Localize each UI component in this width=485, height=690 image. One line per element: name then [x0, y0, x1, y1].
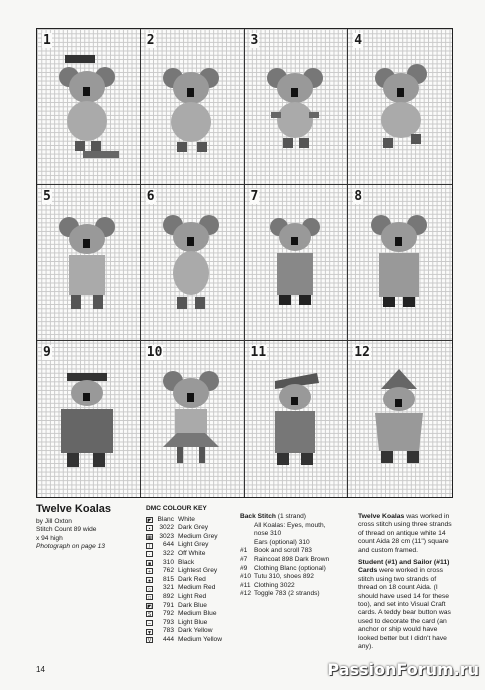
stitch-symbol: /	[146, 543, 153, 549]
colour-key-row	[146, 584, 246, 593]
koala-motif	[261, 367, 331, 477]
dmc-code: Blanc	[157, 515, 174, 523]
chart-cell	[245, 341, 349, 497]
backstitch-text: Tutu 310, shoes 892	[254, 573, 314, 581]
dmc-code: 792	[162, 610, 174, 618]
colour-name: Dark Yellow	[178, 627, 213, 635]
stitch-symbol: ▦	[147, 535, 152, 542]
backstitch-ref: #12	[240, 590, 252, 598]
backstitch-text: Toggle 783 (2 strands)	[254, 590, 320, 598]
chart-cell	[245, 29, 349, 185]
koala-motif	[365, 211, 435, 321]
cell-number: 3	[250, 33, 259, 48]
backstitch-row	[240, 590, 350, 599]
backstitch-row	[240, 573, 350, 582]
stitch-count: Stitch Count 89 wide	[36, 526, 97, 534]
koala-motif	[261, 60, 331, 160]
dmc-code: 310	[162, 558, 174, 566]
dmc-code: 791	[162, 601, 174, 609]
credit-block	[36, 505, 136, 552]
chart-cell	[37, 341, 141, 497]
dmc-code: 3023	[159, 532, 174, 540]
colour-name: White	[178, 515, 195, 523]
backstitch-ref: #9	[240, 564, 248, 572]
cell-number: 9	[43, 345, 51, 360]
dmc-code: 322	[162, 549, 174, 557]
pattern-info	[36, 505, 453, 655]
stitch-symbol: ◩	[147, 603, 152, 610]
koala-motif	[53, 211, 123, 321]
stitch-symbol: –	[146, 620, 153, 626]
backstitch-key	[240, 505, 350, 599]
backstitch-ref	[240, 522, 254, 531]
chart-cell	[141, 185, 245, 341]
cell-number: 12	[354, 345, 370, 360]
colour-key-row	[146, 636, 246, 645]
stitch-symbol: V	[147, 638, 152, 645]
dmc-code: 321	[162, 584, 174, 592]
backstitch-ref: #11	[240, 581, 251, 589]
backstitch-row	[240, 530, 350, 539]
colour-key-row	[146, 619, 246, 628]
colour-key-row	[146, 602, 246, 611]
stitch-count-2: x 94 high	[36, 534, 63, 542]
colour-key-row	[146, 610, 246, 619]
stitch-symbol: ◤	[147, 517, 152, 524]
backstitch-row	[240, 522, 350, 531]
backstitch-row	[240, 556, 350, 565]
colour-name: Medium Yellow	[178, 635, 222, 643]
dmc-code: 815	[162, 575, 174, 583]
stitch-symbol: S	[147, 612, 152, 619]
colour-name: Medium Grey	[178, 532, 218, 540]
stitch-symbol: ·	[146, 551, 153, 557]
koala-motif	[261, 211, 331, 321]
stitch-symbol: ○	[147, 586, 152, 593]
chart-cell	[141, 341, 245, 497]
koala-motif	[365, 367, 435, 477]
colour-key-row	[146, 567, 246, 576]
cell-number: 11	[250, 345, 267, 360]
colour-name: Medium Red	[178, 584, 216, 592]
colour-name: Light Grey	[178, 541, 209, 549]
dmc-code: 783	[162, 627, 174, 635]
backstitch-text: All Koalas: Eyes, mouth,	[254, 521, 326, 529]
stitch-symbol: ●	[147, 578, 152, 585]
pattern-title: Twelve Koalas	[36, 503, 111, 515]
notes-bold-2: Student (#1) and Sailor (#11) Cards	[358, 559, 450, 575]
koala-motif	[53, 367, 123, 477]
koala-motif	[157, 367, 227, 477]
colour-name: Dark Red	[178, 575, 206, 583]
stitch-symbol: □	[147, 595, 152, 602]
backstitch-ref	[240, 539, 254, 548]
cell-number: 4	[354, 33, 363, 48]
backstitch-row	[240, 539, 350, 548]
koala-motif	[157, 60, 227, 160]
backstitch-text: Raincoat 898 Dark Brown	[254, 555, 330, 563]
backstitch-ref	[240, 530, 254, 539]
colour-key-row	[146, 533, 246, 542]
colour-name: Black	[178, 558, 195, 566]
dmc-code: 444	[162, 635, 174, 643]
colour-key-heading: DMC COLOUR KEY	[146, 505, 207, 512]
dmc-code: 3022	[159, 524, 174, 532]
colour-key	[146, 505, 246, 645]
colour-name: Light Blue	[178, 618, 208, 626]
colour-key-row	[146, 524, 246, 533]
notes-bold-1: Twelve Koalas	[358, 513, 405, 520]
backstitch-ref: #1	[240, 547, 248, 555]
backstitch-row	[240, 565, 350, 574]
colour-name: Medium Blue	[178, 610, 217, 618]
chart-cell	[37, 185, 141, 341]
cell-number: 1	[43, 33, 51, 48]
notes-block	[358, 505, 454, 652]
backstitch-note: (1 strand)	[277, 513, 306, 520]
stitch-symbol: ■	[147, 560, 152, 567]
stitch-symbol: ▪	[146, 525, 153, 531]
colour-key-row	[146, 627, 246, 636]
watermark: PassionForum.ru	[327, 660, 479, 679]
stitch-symbol: ▼	[147, 629, 152, 636]
cell-number: 2	[146, 33, 155, 48]
backstitch-text: Ears (optional) 310	[254, 538, 310, 546]
cell-number: 6	[146, 189, 155, 204]
notes-text-1: was worked in cross stitch using three strands of thread on antique white 14 count Aida 28 cm (11") square and custom framed.	[358, 513, 452, 554]
backstitch-text: Book and scroll 783	[254, 547, 312, 555]
chart-cell	[348, 185, 452, 341]
colour-name: Off White	[178, 549, 206, 557]
cell-number: 7	[250, 189, 259, 204]
cell-number: 8	[354, 189, 363, 204]
colour-name: Dark Grey	[178, 524, 209, 532]
koala-motif	[365, 60, 435, 160]
cell-number: 5	[43, 189, 51, 204]
backstitch-text: Clothing Blanc (optional)	[254, 564, 326, 572]
cell-number: 10	[146, 345, 163, 360]
colour-name: Light Red	[178, 592, 207, 600]
backstitch-row	[240, 547, 350, 556]
chart-cell	[141, 29, 245, 185]
koala-motif	[157, 211, 227, 321]
author: by Jill Oxton	[36, 517, 72, 525]
dmc-code: 793	[162, 618, 174, 626]
dmc-code: 762	[162, 567, 174, 575]
colour-key-row	[146, 593, 246, 602]
notes-text-2: were worked in cross stitch using two strands of thread on 18 count Aida. (I should have used 14 for these too), and set into Visual Craft cards. A teddy bear button was used to decorate the card (an anchor or ship would have looked better but I didn't have any).	[358, 567, 451, 651]
backstitch-heading: Back Stitch	[240, 513, 276, 520]
backstitch-ref: #7	[240, 555, 248, 563]
colour-name: Lightest Grey	[178, 567, 218, 575]
backstitch-text: nose 310	[254, 530, 282, 538]
backstitch-ref: #10	[240, 573, 252, 581]
colour-key-row	[146, 516, 246, 525]
backstitch-row	[240, 582, 350, 591]
koala-motif	[53, 55, 123, 165]
photo-ref: Photograph on page 13	[36, 543, 105, 551]
stitch-symbol: +	[146, 568, 153, 574]
chart-cell	[348, 341, 452, 497]
colour-key-row	[146, 550, 246, 559]
dmc-code: 892	[162, 592, 174, 600]
page-number: 14	[36, 665, 45, 674]
chart-cell	[348, 29, 452, 185]
chart-cell	[37, 29, 141, 185]
chart-grid	[36, 28, 453, 498]
dmc-code: 644	[162, 541, 174, 549]
colour-key-row	[146, 559, 246, 568]
colour-key-row	[146, 541, 246, 550]
chart-cell	[245, 185, 349, 341]
backstitch-text: Clothing 3022	[254, 581, 295, 589]
colour-key-row	[146, 576, 246, 585]
colour-name: Dark Blue	[178, 601, 207, 609]
